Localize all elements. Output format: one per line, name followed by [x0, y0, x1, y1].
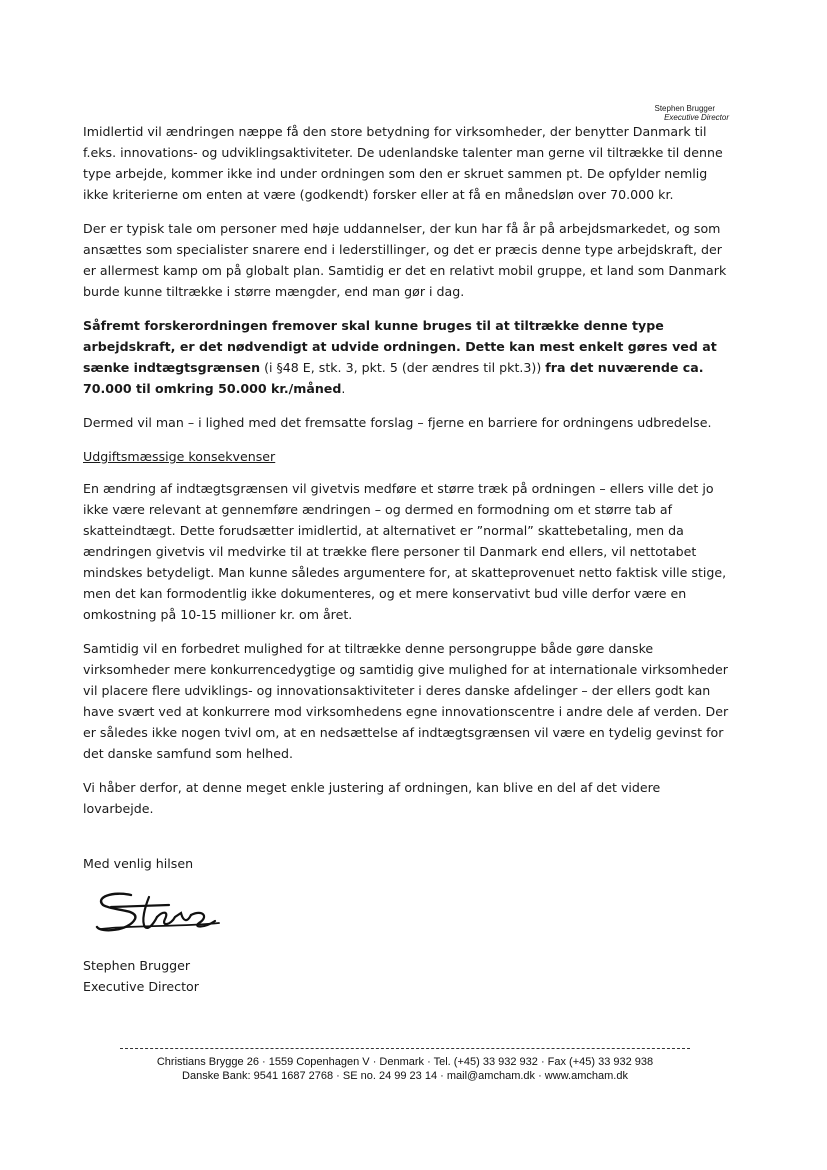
paragraph-3-normal: (i §48 E, stk. 3, pkt. 5 (der ændres til pkt.3)) [260, 360, 546, 375]
paragraph-3-end: . [341, 381, 346, 396]
section-heading: Udgiftsmæssige konsekvenser [83, 449, 276, 464]
paragraph-3-bold-b: fra det nuværende ca. 70.000 til omkring 50.000 kr./måned [83, 360, 704, 396]
paragraph-7: Vi håber derfor, at denne meget enkle justering af ordningen, kan blive en del af det videre lovarbejde. [83, 780, 661, 816]
closing-greeting: Med venlig hilsen [83, 856, 194, 871]
letter-body [83, 121, 733, 997]
paragraph-3 [83, 315, 733, 399]
footer-bank-contact: Danske Bank: 9541 1687 2768 · SE no. 24 99 23 14 · mail@amcham.dk · www.amcham.dk [182, 1070, 628, 1082]
letterhead [655, 104, 730, 122]
header-title: Executive Director [664, 113, 729, 122]
paragraph-1: Imidlertid vil ændringen næppe få den store betydning for virksomheder, der benytter Danmark til f.eks. innovations- og udviklingsaktiviteter. De udenlandske talenter man gerne vil tiltrække til denne type arbejde, kommer ikke ind under ordningen som den er skruet sammen pt. De opfylder nemlig ikke kriterierne om enten at være (godkendt) forsker eller at få en månedsløn over 70.000 kr. [83, 124, 723, 202]
paragraph-5: En ændring af indtægtsgrænsen vil givetvis medføre et større træk på ordningen – ellers ville det jo ikke være relevant at gennemføre ændringen – og dermed en formodning om et større tab af skatteindtægt. Dette forudsætter imidlertid, at alternativet er ”normal” skattebetaling, men da ændringen givetvis vil medvirke til at trække flere personer til Danmark end ellers, vil nettotabet mindskes betydeligt. Man kunne således argumentere for, at skatteprovenuet netto faktisk ville stige, men det kan formodentlig ikke dokumenteres, og et mere konservativt bud ville derfor være en omkostning på 10-15 millioner kr. om året. [83, 481, 727, 622]
signature-image [91, 887, 241, 951]
signature-block [83, 955, 733, 997]
footer-address: Christians Brygge 26 · 1559 Copenhagen V · Denmark · Tel. (+45) 33 932 932 · Fax (+45) 33 932 938 [156, 1056, 654, 1068]
header-name: Stephen Brugger [654, 104, 715, 113]
footer [120, 1048, 690, 1083]
paragraph-6: Samtidig vil en forbedret mulighed for at tiltrække denne persongruppe både gøre danske virksomheder mere konkurrencedygtige og samtidig give mulighed for at internationale virksomheder vil placere flere udviklings- og innovationsaktiviteter i deres danske afdelinger – der ellers godt kan have svært ved at konkurrere mod virksomhedens egne innovationscentre i andre dele af verden. Der er således ikke nogen tvivl om, at en nedsættelse af indtægtsgrænsen vil være en tydelig gevinst for det danske samfund som helhed. [83, 641, 729, 761]
paragraph-3-bold-a: Såfremt forskerordningen fremover skal kunne bruges til at tiltrække denne type arbejdskraft, er det nødvendigt at udvide ordningen. Dette kan mest enkelt gøres ved at sænke indtægtsgrænsen [83, 318, 717, 375]
paragraph-2: Der er typisk tale om personer med høje uddannelser, der kun har få år på arbejdsmarkedet, og som ansættes som specialister snarere end i lederstillinger, og det er præcis denne type arbejdskraft, der er allermest kamp om på globalt plan. Samtidig er det en relativt mobil gruppe, et land som Danmark burde kunne tiltrække i større mængder, end man gør i dag. [83, 221, 727, 299]
footer-divider [120, 1048, 690, 1049]
signer-title: Executive Director [83, 979, 199, 994]
signer-name: Stephen Brugger [83, 958, 191, 973]
paragraph-4: Dermed vil man – i lighed med det fremsatte forslag – fjerne en barriere for ordningens udbredelse. [83, 415, 712, 430]
